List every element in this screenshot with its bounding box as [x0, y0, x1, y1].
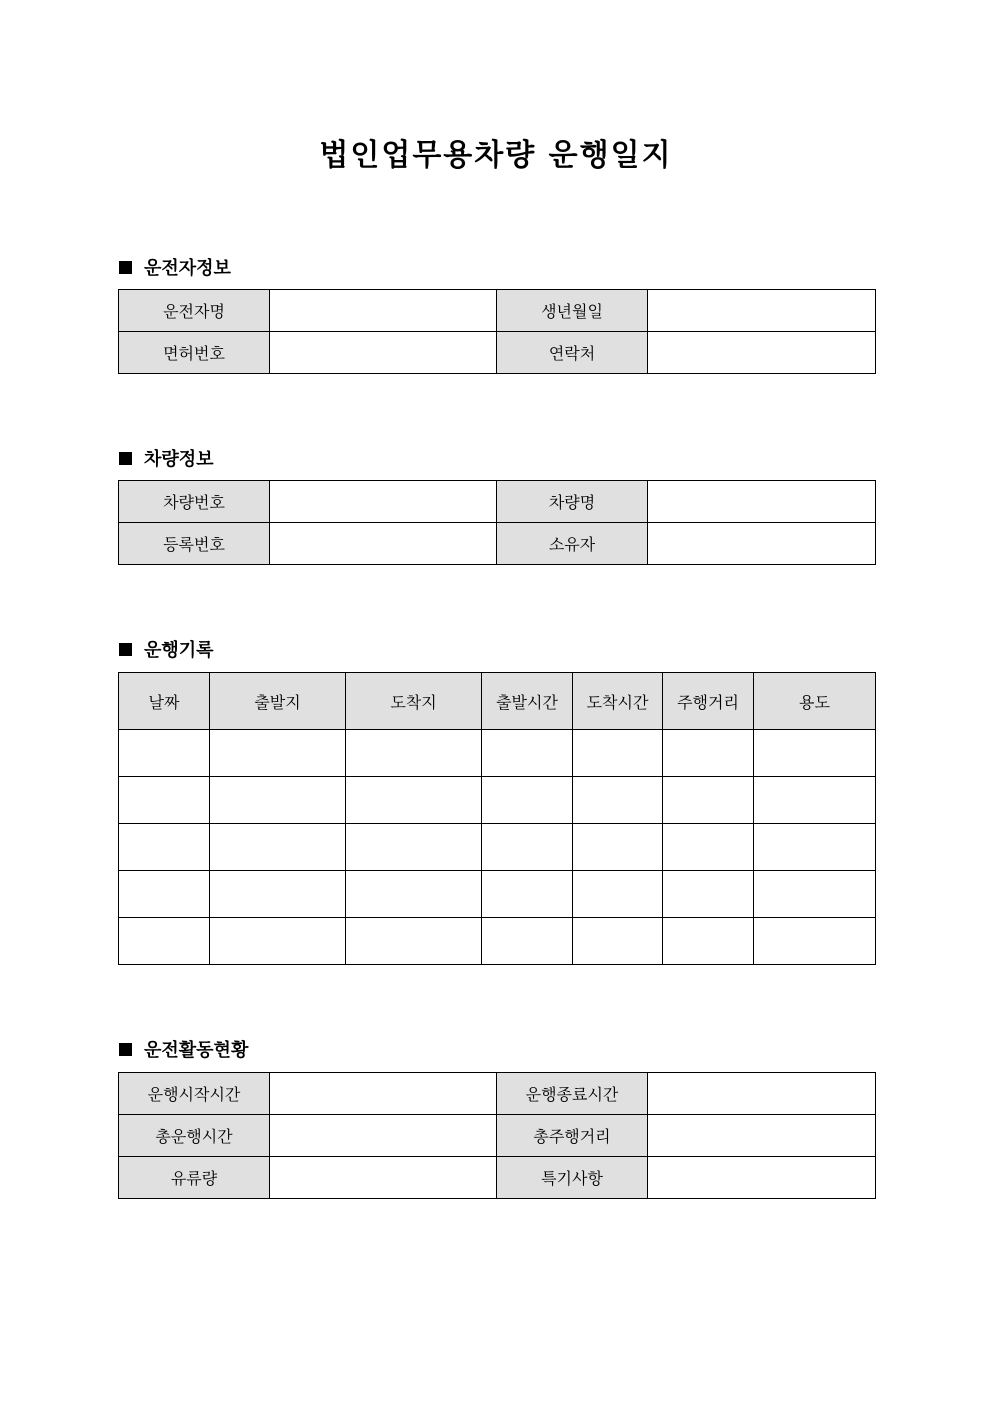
- column-header-departure-time: 출발시간: [482, 673, 573, 730]
- start-time-field[interactable]: [270, 1073, 497, 1115]
- fuel-amount-field[interactable]: [270, 1157, 497, 1199]
- table-cell[interactable]: [754, 871, 876, 918]
- total-driving-time-field[interactable]: [270, 1115, 497, 1157]
- table-cell[interactable]: [346, 730, 482, 777]
- label-license-number: 면허번호: [119, 332, 270, 374]
- driver-name-field[interactable]: [270, 290, 497, 332]
- label-end-time: 운행종료시간: [497, 1073, 648, 1115]
- activity-table: [118, 1072, 876, 1199]
- vehicle-info-table: [118, 480, 876, 565]
- table-cell[interactable]: [754, 777, 876, 824]
- table-cell[interactable]: [573, 918, 663, 965]
- section-heading-vehicle: [119, 445, 214, 471]
- table-cell[interactable]: [754, 824, 876, 871]
- end-time-field[interactable]: [648, 1073, 876, 1115]
- column-header-destination: 도착지: [346, 673, 482, 730]
- square-bullet-icon: [119, 643, 132, 656]
- column-header-departure: 출발지: [210, 673, 346, 730]
- table-row: [119, 332, 876, 374]
- driving-log-table: [118, 672, 876, 965]
- license-number-field[interactable]: [270, 332, 497, 374]
- column-header-date: 날짜: [119, 673, 210, 730]
- table-row: [119, 481, 876, 523]
- table-cell[interactable]: [119, 918, 210, 965]
- table-cell[interactable]: [482, 918, 573, 965]
- vehicle-info-heading: 차량정보: [144, 449, 214, 470]
- table-cell[interactable]: [663, 777, 754, 824]
- remarks-field[interactable]: [648, 1157, 876, 1199]
- vehicle-name-field[interactable]: [648, 481, 876, 523]
- table-cell[interactable]: [119, 871, 210, 918]
- table-cell[interactable]: [482, 730, 573, 777]
- section-heading-activity: [119, 1036, 248, 1062]
- column-header-distance: 주행거리: [663, 673, 754, 730]
- table-cell[interactable]: [346, 918, 482, 965]
- table-cell[interactable]: [663, 824, 754, 871]
- label-total-driving-time: 총운행시간: [119, 1115, 270, 1157]
- label-birth-date: 생년월일: [497, 290, 648, 332]
- table-row: [119, 918, 876, 965]
- total-distance-field[interactable]: [648, 1115, 876, 1157]
- birth-date-field[interactable]: [648, 290, 876, 332]
- driver-info-table: [118, 289, 876, 374]
- table-cell[interactable]: [119, 730, 210, 777]
- table-row: [119, 777, 876, 824]
- table-cell[interactable]: [754, 918, 876, 965]
- registration-number-field[interactable]: [270, 523, 497, 565]
- label-owner: 소유자: [497, 523, 648, 565]
- table-cell[interactable]: [210, 871, 346, 918]
- activity-heading: 운전활동현황: [144, 1040, 249, 1061]
- driver-info-heading: 운전자정보: [144, 258, 231, 279]
- table-cell[interactable]: [119, 777, 210, 824]
- label-start-time: 운행시작시간: [119, 1073, 270, 1115]
- table-row: [119, 523, 876, 565]
- column-header-purpose: 용도: [754, 673, 876, 730]
- table-row: [119, 730, 876, 777]
- contact-field[interactable]: [648, 332, 876, 374]
- table-row: [119, 871, 876, 918]
- section-heading-driver: [119, 254, 231, 280]
- page-title: 법인업무용차량 운행일지: [319, 138, 673, 173]
- table-row: [119, 1157, 876, 1199]
- table-cell[interactable]: [573, 824, 663, 871]
- table-cell[interactable]: [210, 730, 346, 777]
- table-cell[interactable]: [482, 871, 573, 918]
- label-driver-name: 운전자명: [119, 290, 270, 332]
- table-cell[interactable]: [346, 777, 482, 824]
- table-cell[interactable]: [573, 777, 663, 824]
- label-contact: 연락처: [497, 332, 648, 374]
- square-bullet-icon: [119, 261, 132, 274]
- table-cell[interactable]: [210, 918, 346, 965]
- section-heading-log: [119, 636, 214, 662]
- table-header-row: [119, 673, 876, 730]
- label-remarks: 특기사항: [497, 1157, 648, 1199]
- table-row: [119, 1115, 876, 1157]
- table-cell[interactable]: [346, 824, 482, 871]
- table-cell[interactable]: [482, 777, 573, 824]
- label-vehicle-number: 차량번호: [119, 481, 270, 523]
- table-cell[interactable]: [573, 730, 663, 777]
- log-heading: 운행기록: [144, 640, 214, 661]
- table-row: [119, 290, 876, 332]
- table-cell[interactable]: [482, 824, 573, 871]
- label-total-distance: 총주행거리: [497, 1115, 648, 1157]
- column-header-arrival-time: 도착시간: [573, 673, 663, 730]
- table-row: [119, 1073, 876, 1115]
- label-fuel-amount: 유류량: [119, 1157, 270, 1199]
- table-cell[interactable]: [754, 730, 876, 777]
- vehicle-number-field[interactable]: [270, 481, 497, 523]
- label-registration-number: 등록번호: [119, 523, 270, 565]
- label-vehicle-name: 차량명: [497, 481, 648, 523]
- table-cell[interactable]: [663, 730, 754, 777]
- table-cell[interactable]: [210, 824, 346, 871]
- table-cell[interactable]: [210, 777, 346, 824]
- table-row: [119, 824, 876, 871]
- table-cell[interactable]: [119, 824, 210, 871]
- square-bullet-icon: [119, 1043, 132, 1056]
- table-cell[interactable]: [663, 871, 754, 918]
- owner-field[interactable]: [648, 523, 876, 565]
- table-cell[interactable]: [663, 918, 754, 965]
- table-cell[interactable]: [346, 871, 482, 918]
- table-cell[interactable]: [573, 871, 663, 918]
- square-bullet-icon: [119, 452, 132, 465]
